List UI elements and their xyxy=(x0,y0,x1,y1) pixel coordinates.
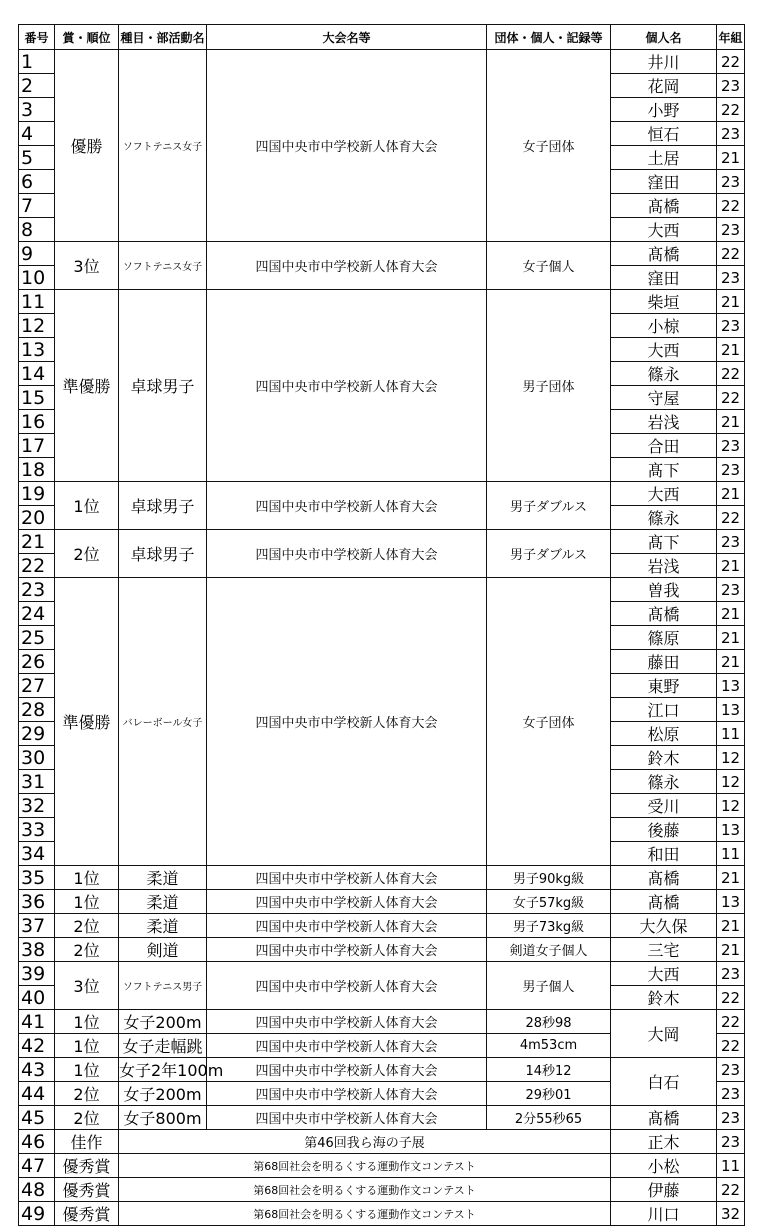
student-name: 髙橋 xyxy=(611,194,717,218)
record-info: 28秒98 xyxy=(487,1010,611,1034)
row-number: 13 xyxy=(19,338,55,362)
table-row xyxy=(19,962,745,986)
grade-class: 23 xyxy=(717,122,745,146)
header-name: 個人名 xyxy=(611,25,717,50)
award-list-sheet xyxy=(18,24,745,1226)
sport-club: 剣道 xyxy=(119,938,207,962)
row-number: 34 xyxy=(19,842,55,866)
event-name: 四国中央市中学校新人体育大会 xyxy=(207,1034,487,1058)
student-name: 大西 xyxy=(611,338,717,362)
row-number: 18 xyxy=(19,458,55,482)
award-rank: 2位 xyxy=(55,1106,119,1130)
grade-class: 23 xyxy=(717,962,745,986)
grade-class: 22 xyxy=(717,986,745,1010)
table-row xyxy=(19,890,745,914)
grade-class: 13 xyxy=(717,890,745,914)
grade-class: 12 xyxy=(717,746,745,770)
student-name: 窪田 xyxy=(611,266,717,290)
record-info: 2分55秒65 xyxy=(487,1106,611,1130)
row-number: 37 xyxy=(19,914,55,938)
table-row xyxy=(19,938,745,962)
event-name: 四国中央市中学校新人体育大会 xyxy=(207,1082,487,1106)
sport-club: 卓球男子 xyxy=(119,482,207,530)
student-name: 篠永 xyxy=(611,770,717,794)
student-name: 後藤 xyxy=(611,818,717,842)
row-number: 48 xyxy=(19,1178,55,1202)
sport-club: ソフトテニス男子 xyxy=(119,962,207,1010)
grade-class: 12 xyxy=(717,794,745,818)
table-row xyxy=(19,242,745,266)
award-table-body xyxy=(19,50,745,1226)
sport-club: 柔道 xyxy=(119,914,207,938)
award-rank: 3位 xyxy=(55,242,119,290)
award-rank: 1位 xyxy=(55,482,119,530)
row-number: 45 xyxy=(19,1106,55,1130)
row-number: 23 xyxy=(19,578,55,602)
grade-class: 21 xyxy=(717,338,745,362)
grade-class: 21 xyxy=(717,290,745,314)
row-number: 12 xyxy=(19,314,55,338)
event-name: 四国中央市中学校新人体育大会 xyxy=(207,938,487,962)
record-info: 男子ダブルス xyxy=(487,482,611,530)
student-name: 岩浅 xyxy=(611,554,717,578)
event-name: 第68回社会を明るくする運動作文コンテスト xyxy=(119,1202,611,1226)
student-name: 伊藤 xyxy=(611,1178,717,1202)
event-name: 四国中央市中学校新人体育大会 xyxy=(207,962,487,1010)
award-rank: 準優勝 xyxy=(55,290,119,482)
grade-class: 13 xyxy=(717,698,745,722)
student-name: 髙橋 xyxy=(611,890,717,914)
student-name: 大西 xyxy=(611,482,717,506)
table-row xyxy=(19,290,745,314)
sport-club: ソフトテニス女子 xyxy=(119,50,207,242)
row-number: 20 xyxy=(19,506,55,530)
row-number: 30 xyxy=(19,746,55,770)
grade-class: 21 xyxy=(717,554,745,578)
grade-class: 21 xyxy=(717,938,745,962)
student-name: 篠永 xyxy=(611,362,717,386)
table-row xyxy=(19,578,745,602)
event-name: 四国中央市中学校新人体育大会 xyxy=(207,866,487,890)
student-name: 合田 xyxy=(611,434,717,458)
table-row xyxy=(19,50,745,74)
student-name: 髙橋 xyxy=(611,242,717,266)
student-name: 柴垣 xyxy=(611,290,717,314)
grade-class: 23 xyxy=(717,578,745,602)
row-number: 9 xyxy=(19,242,55,266)
grade-class: 23 xyxy=(717,458,745,482)
row-number: 7 xyxy=(19,194,55,218)
grade-class: 22 xyxy=(717,194,745,218)
event-name: 四国中央市中学校新人体育大会 xyxy=(207,914,487,938)
grade-class: 22 xyxy=(717,1034,745,1058)
event-name: 四国中央市中学校新人体育大会 xyxy=(207,242,487,290)
record-info: 4m53cm xyxy=(487,1034,611,1058)
row-number: 14 xyxy=(19,362,55,386)
row-number: 33 xyxy=(19,818,55,842)
event-name: 第68回社会を明るくする運動作文コンテスト xyxy=(119,1154,611,1178)
row-number: 47 xyxy=(19,1154,55,1178)
event-name: 四国中央市中学校新人体育大会 xyxy=(207,530,487,578)
row-number: 5 xyxy=(19,146,55,170)
student-name: 小野 xyxy=(611,98,717,122)
student-name: 白石 xyxy=(611,1058,717,1106)
header-sport: 種目・部活動名 xyxy=(119,25,207,50)
row-number: 22 xyxy=(19,554,55,578)
row-number: 24 xyxy=(19,602,55,626)
award-table xyxy=(18,24,745,1226)
grade-class: 23 xyxy=(717,1058,745,1082)
student-name: 岩浅 xyxy=(611,410,717,434)
student-name: 東野 xyxy=(611,674,717,698)
grade-class: 23 xyxy=(717,74,745,98)
grade-class: 21 xyxy=(717,914,745,938)
grade-class: 21 xyxy=(717,410,745,434)
grade-class: 13 xyxy=(717,818,745,842)
sport-club: 女子走幅跳 xyxy=(119,1034,207,1058)
table-row xyxy=(19,1202,745,1226)
award-rank: 3位 xyxy=(55,962,119,1010)
grade-class: 22 xyxy=(717,386,745,410)
event-name: 四国中央市中学校新人体育大会 xyxy=(207,1106,487,1130)
grade-class: 22 xyxy=(717,50,745,74)
student-name: 正木 xyxy=(611,1130,717,1154)
grade-class: 23 xyxy=(717,434,745,458)
row-number: 26 xyxy=(19,650,55,674)
row-number: 42 xyxy=(19,1034,55,1058)
student-name: 大久保 xyxy=(611,914,717,938)
record-info: 29秒01 xyxy=(487,1082,611,1106)
grade-class: 21 xyxy=(717,602,745,626)
row-number: 36 xyxy=(19,890,55,914)
student-name: 守屋 xyxy=(611,386,717,410)
row-number: 31 xyxy=(19,770,55,794)
table-row xyxy=(19,1106,745,1130)
event-name: 四国中央市中学校新人体育大会 xyxy=(207,50,487,242)
row-number: 19 xyxy=(19,482,55,506)
award-rank: 2位 xyxy=(55,1082,119,1106)
award-rank: 2位 xyxy=(55,914,119,938)
header-row xyxy=(19,25,745,50)
award-rank: 佳作 xyxy=(55,1130,119,1154)
student-name: 髙下 xyxy=(611,530,717,554)
grade-class: 23 xyxy=(717,1106,745,1130)
sport-club: 卓球男子 xyxy=(119,290,207,482)
sport-club: バレーボール女子 xyxy=(119,578,207,866)
sport-club: 女子200m xyxy=(119,1010,207,1034)
row-number: 35 xyxy=(19,866,55,890)
grade-class: 23 xyxy=(717,1130,745,1154)
table-row xyxy=(19,1154,745,1178)
grade-class: 11 xyxy=(717,1154,745,1178)
student-name: 大西 xyxy=(611,962,717,986)
event-name: 第46回我ら海の子展 xyxy=(119,1130,611,1154)
grade-class: 22 xyxy=(717,1178,745,1202)
student-name: 髙橋 xyxy=(611,866,717,890)
table-row xyxy=(19,1130,745,1154)
student-name: 髙橋 xyxy=(611,1106,717,1130)
row-number: 15 xyxy=(19,386,55,410)
grade-class: 23 xyxy=(717,266,745,290)
award-rank: 1位 xyxy=(55,866,119,890)
student-name: 恒石 xyxy=(611,122,717,146)
grade-class: 21 xyxy=(717,146,745,170)
award-rank: 2位 xyxy=(55,530,119,578)
table-row xyxy=(19,1178,745,1202)
row-number: 10 xyxy=(19,266,55,290)
table-row xyxy=(19,866,745,890)
student-name: 窪田 xyxy=(611,170,717,194)
award-rank: 優秀賞 xyxy=(55,1154,119,1178)
event-name: 四国中央市中学校新人体育大会 xyxy=(207,578,487,866)
grade-class: 22 xyxy=(717,98,745,122)
record-info: 男子73kg級 xyxy=(487,914,611,938)
grade-class: 22 xyxy=(717,362,745,386)
student-name: 小松 xyxy=(611,1154,717,1178)
grade-class: 23 xyxy=(717,170,745,194)
grade-class: 23 xyxy=(717,530,745,554)
record-info: 男子ダブルス xyxy=(487,530,611,578)
row-number: 6 xyxy=(19,170,55,194)
row-number: 39 xyxy=(19,962,55,986)
student-name: 髙下 xyxy=(611,458,717,482)
header-grade: 年組 xyxy=(717,25,745,50)
row-number: 49 xyxy=(19,1202,55,1226)
student-name: 篠原 xyxy=(611,626,717,650)
sport-club: 卓球男子 xyxy=(119,530,207,578)
grade-class: 23 xyxy=(717,218,745,242)
award-rank: 1位 xyxy=(55,1010,119,1034)
row-number: 17 xyxy=(19,434,55,458)
event-name: 四国中央市中学校新人体育大会 xyxy=(207,1058,487,1082)
grade-class: 23 xyxy=(717,314,745,338)
grade-class: 21 xyxy=(717,866,745,890)
student-name: 大岡 xyxy=(611,1010,717,1058)
row-number: 41 xyxy=(19,1010,55,1034)
award-rank: 準優勝 xyxy=(55,578,119,866)
student-name: 松原 xyxy=(611,722,717,746)
record-info: 男子団体 xyxy=(487,290,611,482)
grade-class: 21 xyxy=(717,650,745,674)
student-name: 鈴木 xyxy=(611,746,717,770)
header-record: 団体・個人・記録等 xyxy=(487,25,611,50)
student-name: 藤田 xyxy=(611,650,717,674)
record-info: 男子個人 xyxy=(487,962,611,1010)
grade-class: 13 xyxy=(717,674,745,698)
header-no: 番号 xyxy=(19,25,55,50)
grade-class: 21 xyxy=(717,482,745,506)
sport-club: 柔道 xyxy=(119,866,207,890)
record-info: 女子57kg級 xyxy=(487,890,611,914)
row-number: 38 xyxy=(19,938,55,962)
row-number: 28 xyxy=(19,698,55,722)
grade-class: 22 xyxy=(717,1010,745,1034)
student-name: 三宅 xyxy=(611,938,717,962)
sport-club: 女子800m xyxy=(119,1106,207,1130)
header-award: 賞・順位 xyxy=(55,25,119,50)
student-name: 篠永 xyxy=(611,506,717,530)
table-row xyxy=(19,1010,745,1034)
row-number: 2 xyxy=(19,74,55,98)
student-name: 井川 xyxy=(611,50,717,74)
grade-class: 11 xyxy=(717,722,745,746)
row-number: 43 xyxy=(19,1058,55,1082)
grade-class: 21 xyxy=(717,626,745,650)
table-row xyxy=(19,914,745,938)
award-rank: 2位 xyxy=(55,938,119,962)
sport-club: 柔道 xyxy=(119,890,207,914)
student-name: 川口 xyxy=(611,1202,717,1226)
student-name: 大西 xyxy=(611,218,717,242)
row-number: 4 xyxy=(19,122,55,146)
grade-class: 12 xyxy=(717,770,745,794)
sport-club: ソフトテニス女子 xyxy=(119,242,207,290)
event-name: 第68回社会を明るくする運動作文コンテスト xyxy=(119,1178,611,1202)
record-info: 女子団体 xyxy=(487,50,611,242)
student-name: 江口 xyxy=(611,698,717,722)
row-number: 32 xyxy=(19,794,55,818)
award-rank: 1位 xyxy=(55,890,119,914)
row-number: 25 xyxy=(19,626,55,650)
award-rank: 優秀賞 xyxy=(55,1178,119,1202)
row-number: 29 xyxy=(19,722,55,746)
student-name: 和田 xyxy=(611,842,717,866)
grade-class: 23 xyxy=(717,1082,745,1106)
row-number: 21 xyxy=(19,530,55,554)
table-row xyxy=(19,530,745,554)
grade-class: 11 xyxy=(717,842,745,866)
record-info: 女子団体 xyxy=(487,578,611,866)
event-name: 四国中央市中学校新人体育大会 xyxy=(207,482,487,530)
record-info: 女子個人 xyxy=(487,242,611,290)
student-name: 鈴木 xyxy=(611,986,717,1010)
row-number: 11 xyxy=(19,290,55,314)
row-number: 3 xyxy=(19,98,55,122)
student-name: 土居 xyxy=(611,146,717,170)
table-row xyxy=(19,1058,745,1082)
award-rank: 優勝 xyxy=(55,50,119,242)
row-number: 1 xyxy=(19,50,55,74)
event-name: 四国中央市中学校新人体育大会 xyxy=(207,890,487,914)
student-name: 花岡 xyxy=(611,74,717,98)
header-event: 大会名等 xyxy=(207,25,487,50)
student-name: 髙橋 xyxy=(611,602,717,626)
sport-club: 女子2年100m xyxy=(119,1058,207,1082)
row-number: 44 xyxy=(19,1082,55,1106)
row-number: 27 xyxy=(19,674,55,698)
award-rank: 1位 xyxy=(55,1058,119,1082)
sport-club: 女子200m xyxy=(119,1082,207,1106)
student-name: 受川 xyxy=(611,794,717,818)
award-rank: 優秀賞 xyxy=(55,1202,119,1226)
row-number: 40 xyxy=(19,986,55,1010)
grade-class: 22 xyxy=(717,506,745,530)
student-name: 小椋 xyxy=(611,314,717,338)
award-rank: 1位 xyxy=(55,1034,119,1058)
row-number: 8 xyxy=(19,218,55,242)
grade-class: 32 xyxy=(717,1202,745,1226)
row-number: 16 xyxy=(19,410,55,434)
grade-class: 22 xyxy=(717,242,745,266)
student-name: 曽我 xyxy=(611,578,717,602)
event-name: 四国中央市中学校新人体育大会 xyxy=(207,290,487,482)
record-info: 剣道女子個人 xyxy=(487,938,611,962)
record-info: 14秒12 xyxy=(487,1058,611,1082)
row-number: 46 xyxy=(19,1130,55,1154)
record-info: 男子90kg級 xyxy=(487,866,611,890)
table-row xyxy=(19,482,745,506)
event-name: 四国中央市中学校新人体育大会 xyxy=(207,1010,487,1034)
